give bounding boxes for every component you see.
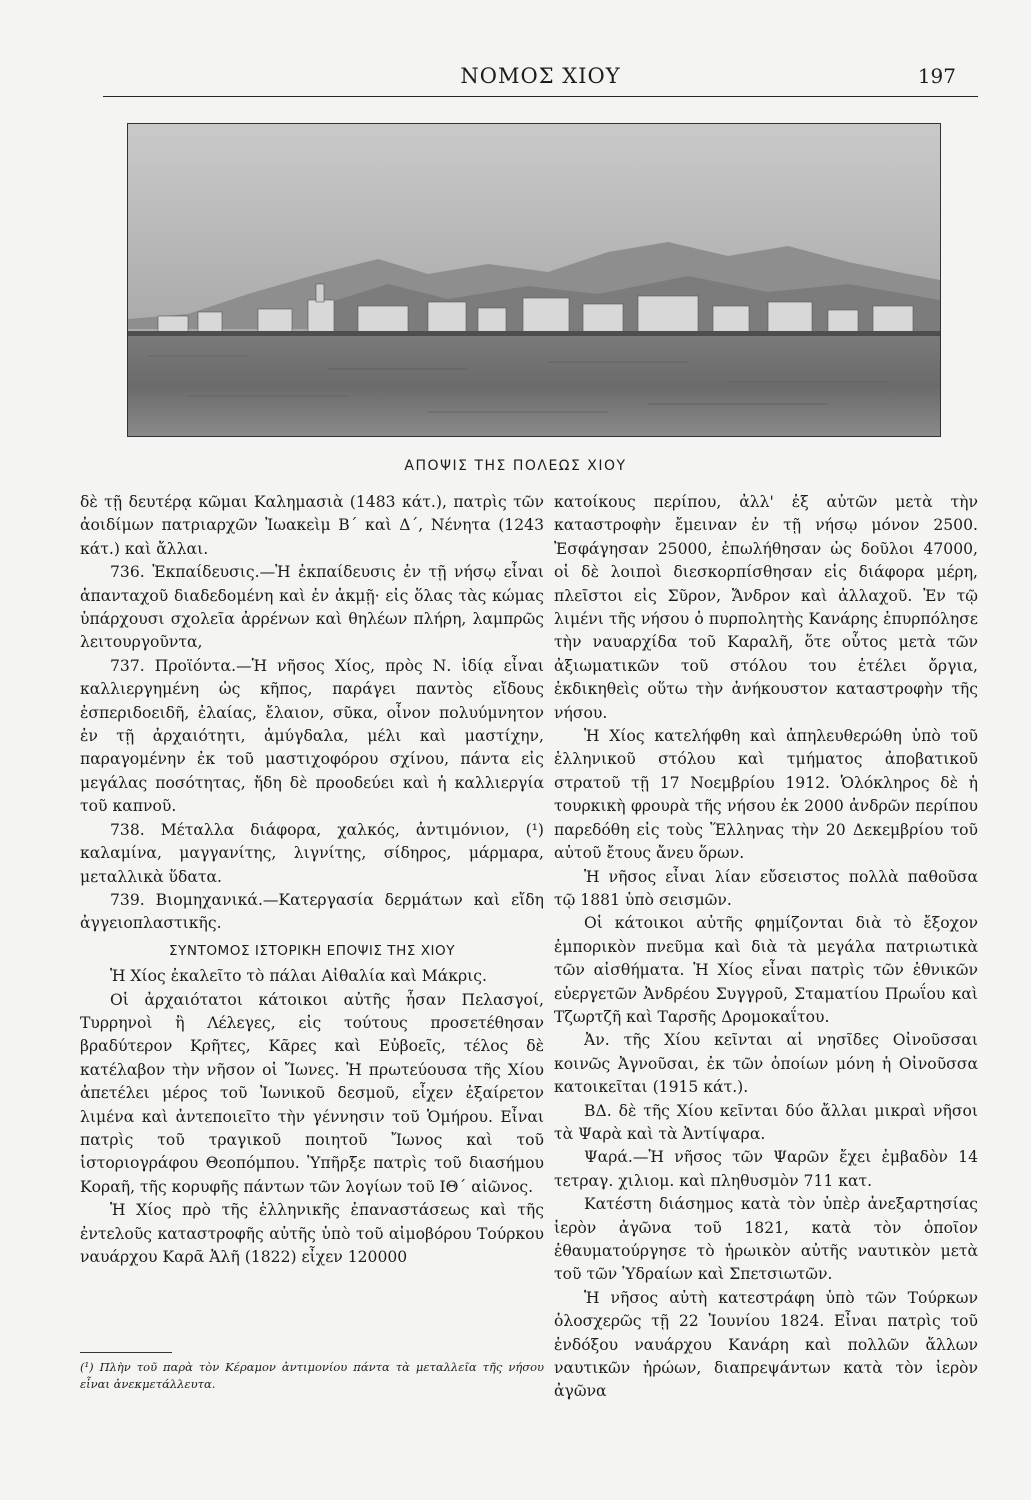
paragraph: Ἀν. τῆς Χίου κεῖνται αἱ νησῖδες Οἰνοῦσσαι κοινῶς Ἀγνοῦσαι, ἐκ τῶν ὁποίων μόνη ἡ Οἰνοῦσσα κατοικεῖται (1915 κάτ.).: [554, 1031, 978, 1097]
paragraph: Οἱ κάτοικοι αὐτῆς φημίζονται διὰ τὸ ἔξοχον ἐμπορικὸν πνεῦμα καὶ διὰ τὰ μεγάλα πατριωτικὰ τῶν αἰσθήματα. Ἡ Χίος εἶναι πατρὶς τῶν ἐθνικῶν εὐεργετῶν Ἀνδρέου Συγγροῦ, Σταματίου Πρωΐου καὶ Τζωρτζῆ καὶ Ταρσῆς Δρομοκαΐτου.: [554, 914, 978, 1026]
running-title: ΝΟΜΟΣ ΧΙΟΥ: [460, 64, 621, 88]
paragraph: Κατέστη διάσημος κατὰ τὸν ὑπὲρ ἀνεξαρτησίας ἱερὸν ἀγῶνα τοῦ 1821, κατὰ τὸν ὁποῖον ἐθαυματούργησε τὸ ἡρωικὸν αὐτῆς ναυτικὸν μετὰ τοῦ τῶν Ὑδραίων καὶ Σπετσιωτῶν.: [554, 1195, 978, 1284]
paragraph: δὲ τῇ δευτέρᾳ κῶμαι Καλημασιὰ (1483 κάτ.), πατρὶς τῶν ἀοιδίμων πατριαρχῶν Ἰωακεὶμ Β΄ καὶ Δ΄, Νένητα (1243 κάτ.) καὶ ἄλλαι.: [80, 493, 544, 558]
paragraph: Ἡ Χίος ἐκαλεῖτο τὸ πάλαι Αἰθαλία καὶ Μάκρις.: [110, 967, 487, 986]
footnote: (¹) Πλὴν τοῦ παρὰ τὸν Κέραμον ἀντιμονίου πάντα τὰ μεταλλεῖα τῆς νήσου εἶναι ἀνεκμετάλλευτα.: [80, 1360, 544, 1391]
paragraph: Οἱ ἀρχαιότατοι κάτοικοι αὐτῆς ἦσαν Πελασγοί, Τυρρηνοὶ ἢ Λέλεγες, εἰς τούτους προσετέθησαν βραδύτερον Κρῆτες, Κᾶρες καὶ Εὐβοεῖς, τέλος δὲ κατέλαβον τὴν νῆσον οἱ Ἴωνες. Ἡ πρωτεύουσα τῆς Χίου ἀπετέλει μέρος τοῦ Ἰωνικοῦ δεσμοῦ, εἶχεν ἐξαίρετον λιμένα καὶ ἀντεποιεῖτο τὴν γέννησιν τοῦ Ὁμήρου. Εἶναι πατρὶς τοῦ τραγικοῦ ποιητοῦ Ἴωνος καὶ τοῦ ἱστοριογράφου Θεοπόμπου. Ὑπῆρξε πατρὶς τοῦ διασήμου Κοραῆ, τῆς κορυφῆς πάντων τῶν λογίων τοῦ ΙΘ΄ αἰῶνος.: [80, 990, 544, 1196]
paragraph: κατοίκους περίπου, ἀλλ' ἐξ αὐτῶν μετὰ τὴν καταστροφὴν ἔμειναν ἐν τῇ νήσῳ μόνον 2500. Ἐσφάγησαν 25000, ἐπωλήθησαν ὡς δοῦλοι 47000, οἱ δὲ λοιποὶ διεσκορπίσθησαν εἰς διάφορα μέρη, πλεῖστοι εἰς Σῦρον, Ἄνδρον καὶ ἀλλαχοῦ. Ἐν τῷ λιμένι τῆς νήσου ὁ πυρπολητὴς Κανάρης ἐπυρπόλησε τὴν ναυαρχίδα τοῦ Καραλῆ, ὅτε οὗτος μετὰ τῶν ἀξιωματικῶν τοῦ στόλου του ἐτέλει ὄργια, ἐκδικηθεὶς οὕτω τὴν ἀνήκουστον καταστροφὴν τῆς νήσου.: [554, 493, 978, 722]
paragraph: 738. Μέταλλα διάφορα, χαλκός, ἀντιμόνιον, (¹) καλαμίνα, μαγγανίτης, λιγνίτης, σίδηρος, μάρμαρα, μεταλλικὰ ὕδατα.: [80, 820, 544, 886]
left-column: [80, 491, 544, 1269]
harbor-photo-drawing: [128, 124, 940, 436]
page-number: 197: [917, 64, 956, 88]
paragraph: 739. Βιομηχανικά.—Κατεργασία δερμάτων καὶ εἴδη ἀγγειοπλαστικῆς.: [80, 890, 544, 933]
section-heading: ΣΥΝΤΟΜΟΣ ΙΣΤΟΡΙΚΗ ΕΠΟΨΙΣ ΤΗΣ ΧΙΟΥ: [168, 942, 456, 959]
paragraph: Ἡ Χίος κατελήφθη καὶ ἀπηλευθερώθη ὑπὸ τοῦ ἑλληνικοῦ στόλου καὶ τμήματος ἀποβατικοῦ στρατοῦ τῇ 17 Νοεμβρίου 1912. Ὁλόκληρος δὲ ἡ τουρκικὴ φρουρὰ τῆς νήσου ἐκ 2000 ἀνδρῶν περίπου παρεδόθη εἰς τοὺς Ἕλληνας τὴν 20 Δεκεμβρίου τοῦ αὐτοῦ ἔτους ἄνευ ὅρων.: [554, 727, 978, 863]
figure-caption: ΑΠΟΨΙΣ ΤΗΣ ΠΟΛΕΩΣ ΧΙΟΥ: [404, 458, 627, 474]
paragraph: 737. Προϊόντα.—Ἡ νῆσος Χίος, πρὸς Ν. ἰδίᾳ εἶναι καλλιεργημένη ὡς κῆπος, παράγει παντὸς εἴδους ἐσπεριδοειδῆ, ἐλαίας, ἔλαιον, σῦκα, οἶνον πολυύμνητον ἐν τῇ ἀρχαιότητι, ἀμύγδαλα, μέλι καὶ μαστίχην, παραγομένην ἐκ τοῦ μαστιχοφόρου σχίνου, πάντα εἰς μεγάλας ποσότητας, ἤδη δὲ προοδεύει καὶ ἡ καλλιεργία τοῦ καπνοῦ.: [80, 656, 544, 816]
footnote-rule: [80, 1352, 172, 1353]
paragraph: Ψαρά.—Ἡ νῆσος τῶν Ψαρῶν ἔχει ἐμβαδὸν 14 τετραγ. χιλιομ. καὶ πληθυσμὸν 711 κατ.: [554, 1148, 978, 1190]
harbor-photograph: [127, 123, 941, 437]
running-header: [103, 58, 978, 97]
paragraph: Ἡ νῆσος αὐτὴ κατεστράφη ὑπὸ τῶν Τούρκων ὁλοσχερῶς τῇ 22 Ἰουνίου 1824. Εἶναι πατρὶς τοῦ ἐνδόξου ναυάρχου Κανάρη καὶ πολλῶν ἄλλων ναυτικῶν ἡρώων, διαπρεψάντων κατὰ τὸν ἱερὸν ἀγῶνα: [554, 1288, 978, 1401]
paragraph: Ἡ νῆσος εἶναι λίαν εὔσειστος πολλὰ παθοῦσα τῷ 1881 ὑπὸ σεισμῶν.: [554, 867, 978, 909]
paragraph: 736. Ἐκπαίδευσις.—Ἡ ἐκπαίδευσις ἐν τῇ νήσῳ εἶναι ἁπανταχοῦ διαδεδομένη καὶ ἐν ἀκμῇ· εἰς ὅλας τὰς κώμας ὑπάρχουσι σχολεῖα ἀρρένων καὶ θηλέων πλήρη, λαμπρῶς λειτουργοῦντα,: [80, 563, 544, 652]
right-column: [554, 491, 978, 1404]
paragraph: Ἡ Χίος πρὸ τῆς ἑλληνικῆς ἐπαναστάσεως καὶ τῆς ἐντελοῦς καταστροφῆς αὐτῆς ὑπὸ τοῦ αἱμοβόρου Τούρκου ναυάρχου Καρᾶ Ἀλῆ (1822) εἶχεν 120000: [80, 1201, 544, 1266]
paragraph: ΒΔ. δὲ τῆς Χίου κεῖνται δύο ἄλλαι μικραὶ νῆσοι τὰ Ψαρὰ καὶ τὰ Ἀντίψαρα.: [554, 1101, 978, 1143]
